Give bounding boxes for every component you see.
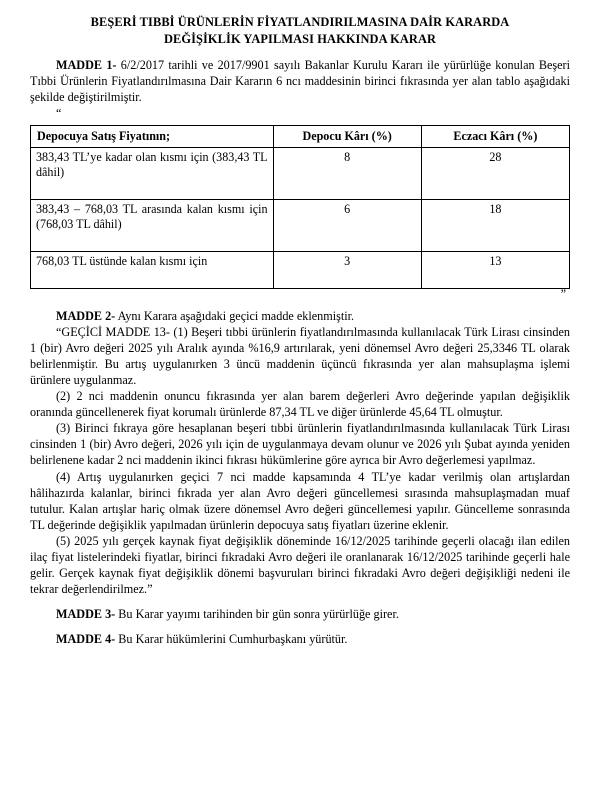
madde-4-label: MADDE 4- [56, 632, 116, 647]
table-cell-eczaci: 18 [421, 200, 569, 252]
quote-open-mark: “ [56, 106, 62, 121]
madde-3-paragraph [30, 606, 570, 622]
madde-1-text: 6/2/2017 tarihli ve 2017/9901 sayılı Bakanlar Kurulu Kararı ile yürürlüğe konulan Beşeri Tıbbi Ürünlerin Fiyatlandırılmasına Dair Kararın 6 ncı maddesinin birinci fıkrasında yer alan tablo aşağıdaki şekilde değiştirilmiştir. [30, 58, 570, 105]
table-cell-eczaci: 13 [421, 252, 569, 289]
madde-4-paragraph [30, 631, 570, 647]
gecici-madde-paragraph-3: (3) Birinci fıkraya göre hesaplanan beşeri tıbbi ürünlerin fiyatlandırılmasında kullanılacak Türk Lirası cinsinden 1 (bir) Avro değeri, 2026 yılı için de uygulanmaya devam olunur ve 2026 yılı Şubat ayında yeniden belirlenene kadar 2 nci maddenin ikinci fıkrası hükümlerine göre ayrıca bir Avro değerlemesi yapılmaz. [30, 421, 570, 468]
table-row [31, 252, 570, 289]
price-table [30, 125, 570, 289]
table-header-cell-1: Depocuya Satış Fiyatının; [31, 126, 274, 148]
madde-2-paragraph [30, 308, 570, 324]
table-cell-depocu: 3 [273, 252, 421, 289]
table-row [31, 200, 570, 252]
madde-1-paragraph [30, 57, 570, 105]
table-cell-eczaci: 28 [421, 148, 569, 200]
quote-close-mark: ” [560, 287, 566, 302]
table-cell-depocu: 8 [273, 148, 421, 200]
table-cell-range: 768,03 TL üstünde kalan kısmı için [31, 252, 274, 289]
gecici-madde-paragraph-1: “GEÇİCİ MADDE 13- (1) Beşeri tıbbi ürünlerin fiyatlandırılmasında kullanılacak Türk Lirası cinsinden 1 (bir) Avro değeri 2025 yılı Aralık ayında %16,9 artırılarak, yeni dönemsel Avro değeri 25,3346 TL olarak belirlenmiştir. Bu artış uygulanırken 3 üncü maddenin üçüncü fıkrasında yer alan mahsuplaşma işlemi ürünlere uygulanmaz. [30, 324, 570, 387]
madde-3-text: Bu Karar yayımı tarihinden bir gün sonra yürürlüğe girer. [115, 607, 399, 622]
table-cell-range: 383,43 TL’ye kadar olan kısmı için (383,43 TL dâhil) [31, 148, 274, 200]
madde-4-text: Bu Karar hükümlerini Cumhurbaşkanı yürütür. [115, 632, 348, 647]
madde-2-text: Aynı Karara aşağıdaki geçici madde eklenmiştir. [115, 308, 355, 323]
gecici-madde-paragraph-5: (5) 2025 yılı gerçek kaynak fiyat değişiklik döneminde 16/12/2025 tarihinde geçerli olacağı ilan edilen ilaç fiyat listelerindeki fiyatlar, birinci fıkradaki Avro değeri ile oranlanarak 16/12/2025 tarihinde geçerli hale gelir. Gerçek kaynak fiyat değişiklik dönemi başvuruları birinci fıkradaki Avro değeri değişikliği nedeni ile tekrar değerlendirilmez.” [30, 533, 570, 597]
madde-3-label: MADDE 3- [56, 607, 116, 622]
table-row [31, 148, 570, 200]
table-cell-range: 383,43 – 768,03 TL arasında kalan kısmı için (768,03 TL dâhil) [31, 200, 274, 252]
gecici-madde-paragraph-2: (2) 2 nci maddenin onuncu fıkrasında yer alan barem değerleri Avro değerinde yapılan değişiklik oranında güncellenerek fiyat korumalı ürünlerde 87,34 TL ve diğer ürünlerde 45,64 TL olmuştur. [30, 389, 570, 420]
page-title-line2: DEĞİŞİKLİK YAPILMASI HAKKINDA KARAR [163, 31, 437, 46]
table-header-row [31, 126, 570, 148]
table-cell-depocu: 6 [273, 200, 421, 252]
page-title [30, 14, 570, 47]
table-header-cell-3: Eczacı Kârı (%) [421, 126, 569, 148]
gecici-madde-paragraph-4: (4) Artış uygulanırken geçici 7 nci madde kapsamında 4 TL’ye kadar verilmiş olan artışlardan hâlihazırda kalanlar, birinci fıkrada yer alan Avro değeri güncellemesi sırasında mahsuplaşmadan muaf tutulur. Kalan artışlar hariç olmak üzere dönemsel Avro değeri güncellemesi yapılır. Güncelleme sonrasında TL değerinde değişiklik yapılmadan ürünlerin depocuya satış fiyatları üzerine eklenir. [30, 469, 570, 532]
page-title-line1: BEŞERİ TIBBİ ÜRÜNLERİN FİYATLANDIRILMASINA DAİR KARARDA [90, 15, 510, 29]
table-header-cell-2: Depocu Kârı (%) [273, 126, 421, 148]
madde-2-label: MADDE 2- [56, 308, 116, 323]
madde-1-label: MADDE 1- [56, 58, 117, 72]
